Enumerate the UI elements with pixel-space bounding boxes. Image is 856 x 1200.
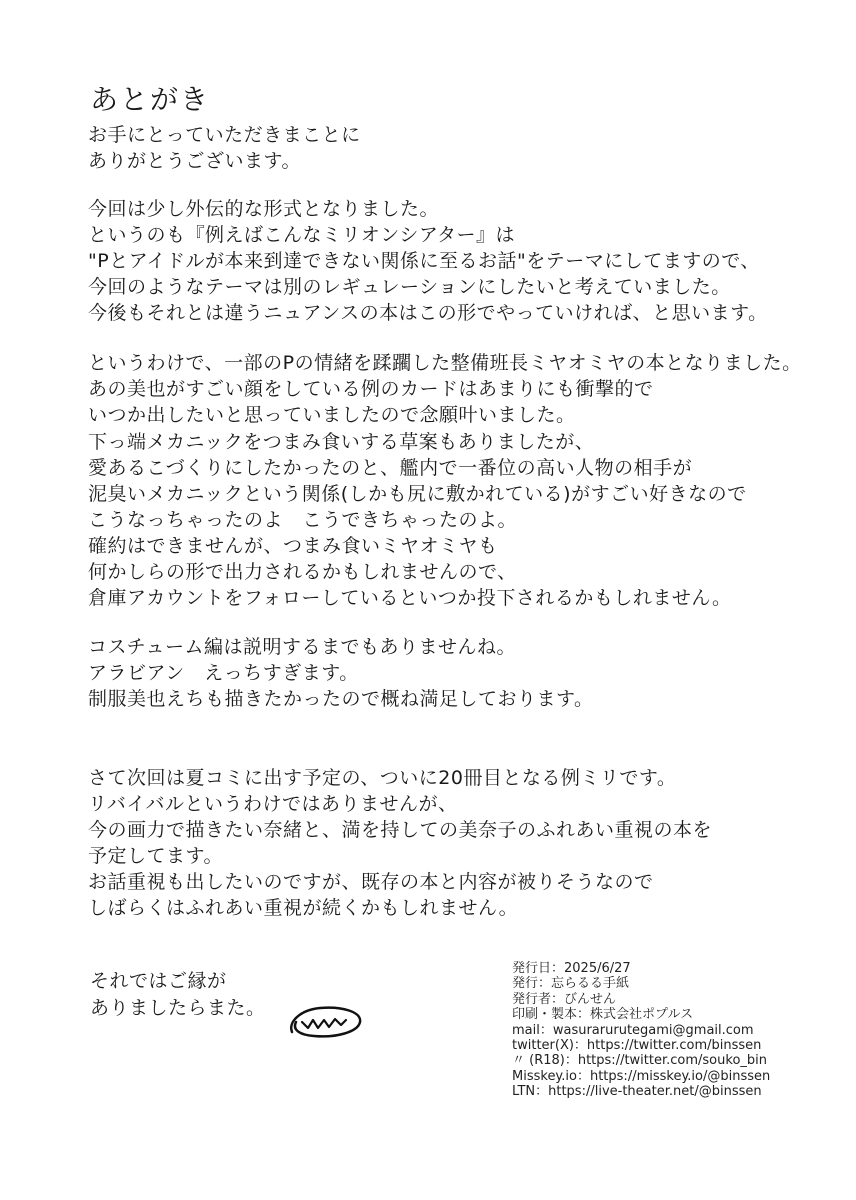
colophon-line: 発行日：2025/6/27 — [512, 961, 631, 976]
body-line: 下っ端メカニックをつまみ食いする草案もありましたが、 — [88, 431, 595, 453]
body-line: 確約はできませんが、つまみ食いミヤオミヤも — [88, 535, 498, 557]
closing-line: ありましたらまた。 — [90, 997, 266, 1019]
body-line: 倉庫アカウントをフォローしているといつか投下されるかもしれません。 — [88, 587, 732, 609]
body-line: 何かしらの形で出力されるかもしれませんので、 — [88, 561, 517, 583]
body-line: しばらくはふれあい重視が続くかもしれません。 — [88, 897, 519, 919]
colophon-line: 発行：忘らるる手紙 — [512, 976, 630, 992]
body-line: コスチューム編は説明するまでもありませんね。 — [88, 636, 517, 658]
body-line: お話重視も出したいのですが、既存の本と内容が被りそうなので — [88, 871, 654, 893]
colophon-line: LTN：https://live-theater.net/@binssen — [512, 1084, 762, 1100]
body-line: こうなっちゃったのよ こうできちゃったのよ。 — [88, 509, 518, 531]
colophon — [512, 961, 812, 1100]
page-title: あとがき — [90, 83, 211, 116]
body-line: 制服美也えちも描きたかったので概ね満足しております。 — [88, 688, 594, 710]
body-line: お手にとっていただきまことに — [88, 124, 361, 146]
colophon-line: 〃 (R18)：https://twitter.com/souko_bin — [512, 1053, 767, 1069]
signature-mark — [280, 992, 370, 1048]
body-line: ありがとうございます。 — [88, 150, 301, 172]
colophon-line: Misskey.io：https://misskey.io/@binssen — [512, 1068, 771, 1084]
colophon-line: twitter(X)：https://twitter.com/binssen — [512, 1038, 762, 1054]
body-line: 予定してます。 — [88, 845, 223, 867]
colophon-line: mail：wasurarurutegami@gmail.com — [512, 1022, 754, 1038]
body-line: 今回のようなテーマは別のレギュレーションにしたいと考えていました。 — [88, 276, 731, 298]
colophon-line: 印刷・製本：株式会社ポプルス — [512, 1007, 694, 1023]
body-line: 愛あるこづくりにしたかったのと、艦内で一番位の高い人物の相手が — [88, 457, 693, 479]
body-line: アラビアン えっちすぎます。 — [88, 662, 359, 684]
body-line: リバイバルというわけではありませんが、 — [88, 793, 458, 815]
body-line: 泥臭いメカニックという関係(しかも尻に敷かれている)がすごい好きなので — [88, 483, 747, 505]
body-line: 今後もそれとは違うニュアンスの本はこの形でやっていければ、と思います。 — [88, 302, 768, 324]
body-line: いつか出したいと思っていましたので念願叶いました。 — [88, 404, 576, 426]
body-line: "Pとアイドルが本来到達できない関係に至るお話"をテーマにしてますので、 — [88, 250, 760, 272]
body-line: あの美也がすごい顔をしている例のカードはあまりにも衝撃的で — [88, 378, 654, 400]
body-line: さて次回は夏コミに出す予定の、ついに20冊目となる例ミリです。 — [88, 767, 677, 789]
body-line: 今回は少し外伝的な形式となりました。 — [88, 198, 440, 220]
closing-line: それではご縁が — [90, 970, 227, 992]
body-line: というのも『例えばこんなミリオンシアター』は — [88, 224, 516, 246]
body-line: というわけで、一部のPの情緒を蹂躙した整備班長ミヤオミヤの本となりました。 — [88, 352, 802, 374]
body-line: 今の画力で描きたい奈緒と、満を持しての美奈子のふれあい重視の本を — [88, 819, 713, 841]
colophon-line: 発行者：びんせん — [512, 991, 617, 1007]
